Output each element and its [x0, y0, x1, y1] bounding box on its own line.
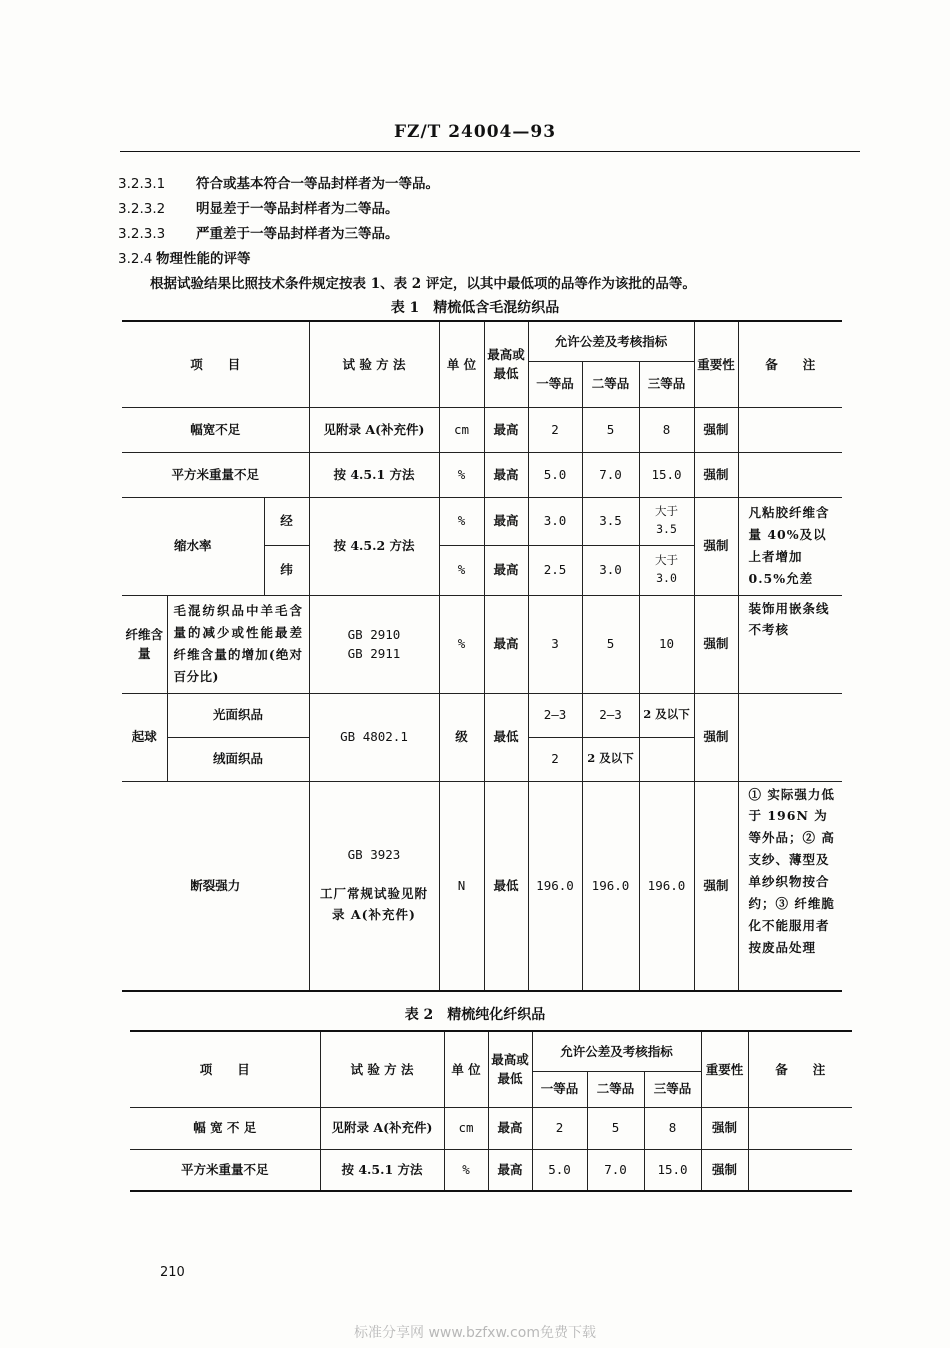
row-note: ① 实际强力低于 196N 为等外品；② 高支纱、薄型及单纱织物按合约；③ 纤维脆化不能服用者按废品处理: [738, 781, 842, 991]
row-grade-1: 2.5: [528, 545, 582, 595]
row-unit: cm: [444, 1107, 488, 1149]
row-minmax: 最低: [484, 693, 528, 781]
row-importance: 强制: [694, 407, 738, 452]
row-item: 断裂强力: [122, 781, 309, 991]
row-method: 见附录 A(补充件): [309, 407, 439, 452]
row-grade-1: 196.0: [528, 781, 582, 991]
row-importance: 强制: [694, 693, 738, 781]
header-item: 项 目: [122, 321, 309, 407]
method-line-1: GB 2910: [347, 626, 401, 642]
row-note: [748, 1149, 852, 1191]
row-minmax: 最高: [488, 1149, 532, 1191]
header-tolerance: 允许公差及考核指标: [532, 1031, 701, 1071]
row-grade-3: 2 及以下: [639, 693, 694, 737]
row-grade-2: 196.0: [582, 781, 639, 991]
header-minmax: 最高或最低: [488, 1031, 532, 1107]
row-grade-3: [639, 737, 694, 781]
row-unit: %: [439, 452, 484, 497]
row-grade-2: 7.0: [587, 1149, 644, 1191]
row-method: 见附录 A(补充件): [320, 1107, 444, 1149]
row-note: 凡粘胶纤维含量 40%及以上者增加 0.5%允差: [738, 497, 842, 595]
table-row: [122, 452, 842, 497]
row-item-description: 毛混纺织品中羊毛含量的减少或性能最差纤维含量的增加(绝对百分比): [167, 595, 309, 693]
clause-3-2-4: [118, 247, 251, 267]
header-unit: 单 位: [444, 1031, 488, 1107]
row-note: [738, 452, 842, 497]
header-rule: [120, 151, 860, 152]
clause-number: 3.2.3.3: [118, 226, 166, 242]
row-item: 平方米重量不足: [130, 1149, 320, 1191]
row-grade-3: 196.0: [639, 781, 694, 991]
row-item: 纤维含量: [122, 595, 167, 693]
document-code: FZ/T 24004—93: [393, 122, 557, 142]
row-note: [738, 693, 842, 781]
row-unit: %: [444, 1149, 488, 1191]
row-grade-2: 3.0: [582, 545, 639, 595]
clause-3-2-3-1: [118, 172, 439, 192]
row-method: [309, 781, 439, 991]
row-grade-3: 15.0: [639, 452, 694, 497]
row-subitem-fleece: 绒面织品: [167, 737, 309, 781]
row-grade-2: 3.5: [582, 497, 639, 545]
clause-text: 符合或基本符合一等品封样者为一等品。: [196, 176, 439, 192]
header-importance: 重要性: [694, 321, 738, 407]
table-row: [122, 407, 842, 452]
table-row: [122, 497, 842, 545]
method-line-1: GB 3923: [347, 847, 401, 863]
clause-number: 3.2.4: [118, 251, 153, 267]
clause-text: 物理性能的评等: [156, 251, 251, 267]
header-grade-2: 二等品: [582, 361, 639, 407]
clause-text: 严重差于一等品封样者为三等品。: [196, 226, 399, 242]
row-unit: N: [439, 781, 484, 991]
clause-number: 3.2.3.1: [118, 176, 166, 192]
row-grade-1: 5.0: [528, 452, 582, 497]
header-method: 试 验 方 法: [320, 1031, 444, 1107]
table2: [130, 1030, 852, 1192]
row-minmax: 最高: [488, 1107, 532, 1149]
row-grade-1: 2: [528, 737, 582, 781]
row-grade-3: 大于 3.0: [639, 545, 694, 595]
table-row: [122, 693, 842, 737]
row-grade-1: 2: [532, 1107, 587, 1149]
row-note: [738, 407, 842, 452]
clause-text: 明显差于一等品封样者为二等品。: [196, 201, 399, 217]
header-importance: 重要性: [701, 1031, 748, 1107]
row-subitem-smooth: 光面织品: [167, 693, 309, 737]
intro-paragraph: 根据试验结果比照技术条件规定按表 1、表 2 评定，以其中最低项的品等作为该批的品等。: [150, 276, 696, 292]
row-method: 按 4.5.2 方法: [309, 497, 439, 595]
clause-number: 3.2.3.2: [118, 201, 166, 217]
table1-caption: 表 1 精梳低含毛混纺织品: [390, 300, 560, 316]
row-grade-1: 3.0: [528, 497, 582, 545]
row-note: [748, 1107, 852, 1149]
row-importance: 强制: [694, 781, 738, 991]
row-grade-2: 2 及以下: [582, 737, 639, 781]
row-minmax: 最低: [484, 781, 528, 991]
row-subitem-weft: 纬: [264, 545, 309, 595]
row-unit: %: [439, 595, 484, 693]
row-grade-3: 大于 3.5: [639, 497, 694, 545]
row-unit: cm: [439, 407, 484, 452]
row-grade-3: 10: [639, 595, 694, 693]
row-grade-3: 15.0: [644, 1149, 701, 1191]
row-item: 缩水率: [122, 497, 264, 595]
table-row: [122, 595, 842, 693]
row-subitem-warp: 经: [264, 497, 309, 545]
header-grade-3: 三等品: [639, 361, 694, 407]
row-importance: 强制: [701, 1107, 748, 1149]
header-grade-1: 一等品: [532, 1071, 587, 1107]
row-unit: %: [439, 545, 484, 595]
header-note: 备 注: [738, 321, 842, 407]
header-grade-2: 二等品: [587, 1071, 644, 1107]
table2-caption: 表 2 精梳纯化纤织品: [404, 1007, 546, 1023]
row-grade-1: 2: [528, 407, 582, 452]
header-minmax: 最高或最低: [484, 321, 528, 407]
row-grade-1: 2—3: [528, 693, 582, 737]
row-method: GB 4802.1: [309, 693, 439, 781]
method-line-2: 工厂常规试验见附录 A(补充件): [319, 885, 428, 923]
row-minmax: 最高: [484, 595, 528, 693]
row-importance: 强制: [694, 595, 738, 693]
row-grade-2: 5: [582, 407, 639, 452]
row-grade-2: 5: [582, 595, 639, 693]
row-grade-3: 8: [644, 1107, 701, 1149]
method-line-2: GB 2911: [347, 646, 401, 661]
row-item: 平方米重量不足: [122, 452, 309, 497]
row-grade-2: 5: [587, 1107, 644, 1149]
row-item: 幅 宽 不 足: [130, 1107, 320, 1149]
row-method: 按 4.5.1 方法: [320, 1149, 444, 1191]
row-minmax: 最高: [484, 545, 528, 595]
row-importance: 强制: [694, 452, 738, 497]
page-number: 210: [160, 1265, 185, 1280]
table-row: [130, 1107, 852, 1149]
header-unit: 单 位: [439, 321, 484, 407]
row-importance: 强制: [694, 497, 738, 595]
header-grade-3: 三等品: [644, 1071, 701, 1107]
table-row: [122, 781, 842, 991]
row-grade-1: 3: [528, 595, 582, 693]
table-row: [130, 1149, 852, 1191]
row-importance: 强制: [701, 1149, 748, 1191]
row-grade-3: 8: [639, 407, 694, 452]
header-method: 试 验 方 法: [309, 321, 439, 407]
row-method: 按 4.5.1 方法: [309, 452, 439, 497]
row-grade-2: 2—3: [582, 693, 639, 737]
row-minmax: 最高: [484, 497, 528, 545]
row-note: 装饰用嵌条线不考核: [738, 595, 842, 693]
header-note: 备 注: [748, 1031, 852, 1107]
header-item: 项 目: [130, 1031, 320, 1107]
footer-watermark: 标准分享网 www.bzfxw.com免费下载: [354, 1325, 596, 1341]
clause-3-2-3-2: [118, 197, 399, 217]
header-tolerance: 允许公差及考核指标: [528, 321, 694, 361]
table1: [122, 320, 842, 992]
row-minmax: 最高: [484, 407, 528, 452]
row-unit: %: [439, 497, 484, 545]
row-grade-1: 5.0: [532, 1149, 587, 1191]
row-item: 起球: [122, 693, 167, 781]
row-method: [309, 595, 439, 693]
row-item: 幅宽不足: [122, 407, 309, 452]
header-grade-1: 一等品: [528, 361, 582, 407]
row-unit: 级: [439, 693, 484, 781]
clause-3-2-3-3: [118, 222, 399, 242]
row-minmax: 最高: [484, 452, 528, 497]
row-grade-2: 7.0: [582, 452, 639, 497]
